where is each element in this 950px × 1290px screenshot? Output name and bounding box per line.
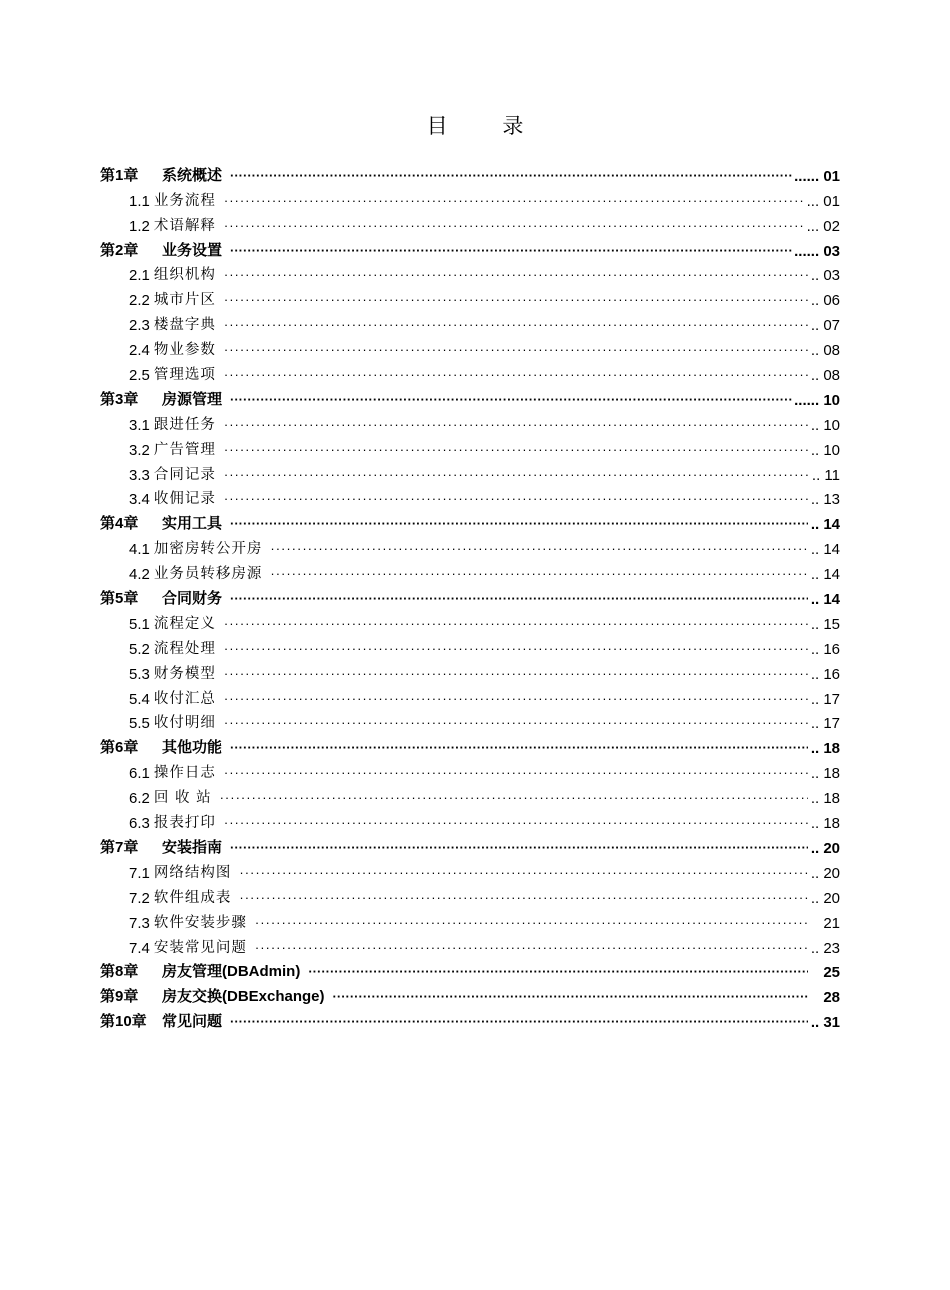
section-number: 1.2 xyxy=(129,217,150,235)
toc-section-entry[interactable] xyxy=(100,434,840,459)
page-number: .. 23 xyxy=(810,939,840,957)
toc-chapter-entry[interactable] xyxy=(100,832,840,857)
toc-section-entry[interactable] xyxy=(100,210,840,235)
toc-section-entry[interactable] xyxy=(100,608,840,633)
section-title: 收佣记录 xyxy=(153,491,216,508)
page-number: 28 xyxy=(823,989,840,1007)
section-number: 1.1 xyxy=(129,192,150,210)
section-title: 回 收 站 xyxy=(153,790,212,807)
toc-section-entry[interactable] xyxy=(100,683,840,708)
section-number: 5.3 xyxy=(129,665,150,683)
section-number: 3.4 xyxy=(129,491,150,509)
section-number: 3.2 xyxy=(129,441,150,459)
page-number: .. 08 xyxy=(810,367,840,385)
section-title: 软件安装步骤 xyxy=(153,914,247,931)
section-number: 7.1 xyxy=(129,864,150,882)
section-number: 5.5 xyxy=(129,715,150,733)
page-number: .. 10 xyxy=(810,441,840,459)
chapter-title: 系统概述 xyxy=(162,166,223,184)
toc-section-entry[interactable] xyxy=(100,658,840,683)
page-number: .. 14 xyxy=(810,516,840,534)
dot-leader xyxy=(224,642,808,655)
toc-chapter-entry[interactable] xyxy=(100,384,840,409)
toc-section-entry[interactable] xyxy=(100,807,840,832)
section-number: 4.2 xyxy=(129,566,150,584)
section-number: 7.2 xyxy=(129,889,150,907)
section-title: 业务流程 xyxy=(153,192,216,209)
toc-section-entry[interactable] xyxy=(100,558,840,583)
page-number: .. 14 xyxy=(810,541,840,559)
section-number: 2.3 xyxy=(129,317,150,335)
chapter-number: 第2章 xyxy=(100,241,139,259)
page-number: .. 07 xyxy=(810,317,840,335)
page-number: .. 13 xyxy=(810,491,840,509)
dot-leader xyxy=(220,791,808,804)
section-number: 7.4 xyxy=(129,939,150,957)
page-number: .. 16 xyxy=(810,665,840,683)
section-title: 收付汇总 xyxy=(153,690,216,707)
dot-leader xyxy=(333,990,808,1003)
dot-leader xyxy=(255,941,808,954)
chapter-number: 第8章 xyxy=(100,963,139,981)
dot-leader xyxy=(230,1015,808,1028)
chapter-number: 第5章 xyxy=(100,590,139,608)
toc-chapter-entry[interactable] xyxy=(100,235,840,260)
section-number: 2.4 xyxy=(129,342,150,360)
page-title: 目 录 xyxy=(426,114,548,138)
page-number: ... 02 xyxy=(806,217,840,235)
section-title: 广告管理 xyxy=(153,441,216,458)
page-number: ... 01 xyxy=(806,192,840,210)
section-title: 城市片区 xyxy=(153,292,216,309)
page-number: .. 17 xyxy=(810,690,840,708)
toc-section-entry[interactable] xyxy=(100,334,840,359)
section-title: 财务模型 xyxy=(153,665,216,682)
page-number: .. 18 xyxy=(810,765,840,783)
chapter-number: 第7章 xyxy=(100,838,139,856)
page-number: .. 18 xyxy=(810,815,840,833)
page-number: .. 20 xyxy=(810,839,840,857)
toc-section-entry[interactable] xyxy=(100,359,840,384)
dot-leader xyxy=(239,866,808,879)
dot-leader xyxy=(230,592,808,605)
dot-leader xyxy=(224,617,808,630)
dot-leader xyxy=(230,841,808,854)
page-number: ...... 03 xyxy=(794,242,840,260)
section-title: 合同记录 xyxy=(153,466,216,483)
dot-leader xyxy=(230,517,808,530)
section-number: 5.2 xyxy=(129,640,150,658)
table-of-contents xyxy=(100,160,840,1031)
toc-section-entry[interactable] xyxy=(100,782,840,807)
dot-leader xyxy=(308,965,808,978)
page-number: .. 14 xyxy=(810,591,840,609)
dot-leader xyxy=(224,368,808,381)
page-number: .. 17 xyxy=(810,715,840,733)
dot-leader xyxy=(224,194,805,207)
toc-section-entry[interactable] xyxy=(100,409,840,434)
dot-leader xyxy=(224,318,808,331)
toc-section-entry[interactable] xyxy=(100,459,840,484)
dot-leader xyxy=(230,393,792,406)
section-title: 跟进任务 xyxy=(153,416,216,433)
chapter-number: 第4章 xyxy=(100,515,139,533)
toc-section-entry[interactable] xyxy=(100,932,840,957)
section-number: 5.4 xyxy=(129,690,150,708)
chapter-number: 第6章 xyxy=(100,739,139,757)
section-number: 2.1 xyxy=(129,267,150,285)
section-title: 业务员转移房源 xyxy=(153,566,263,583)
toc-section-entry[interactable] xyxy=(100,260,840,285)
dot-leader xyxy=(224,418,808,431)
section-number: 7.3 xyxy=(129,914,150,932)
dot-leader xyxy=(270,567,808,580)
section-number: 6.2 xyxy=(129,790,150,808)
dot-leader xyxy=(230,169,792,182)
dot-leader xyxy=(224,268,808,281)
section-number: 5.1 xyxy=(129,615,150,633)
chapter-title: 实用工具 xyxy=(162,515,223,533)
page-number: ...... 01 xyxy=(794,167,840,185)
toc-chapter-entry[interactable] xyxy=(100,981,840,1006)
toc-section-entry[interactable] xyxy=(100,484,840,509)
section-number: 4.1 xyxy=(129,541,150,559)
toc-chapter-entry[interactable] xyxy=(100,160,840,185)
chapter-number: 第1章 xyxy=(100,166,139,184)
dot-leader xyxy=(224,468,808,481)
page-number: .. 20 xyxy=(810,889,840,907)
chapter-number: 第9章 xyxy=(100,988,139,1006)
toc-section-entry[interactable] xyxy=(100,907,840,932)
chapter-title: 业务设置 xyxy=(162,241,223,259)
dot-leader xyxy=(230,741,808,754)
toc-section-entry[interactable] xyxy=(100,708,840,733)
toc-chapter-entry[interactable] xyxy=(100,1006,840,1031)
page-number: ...... 10 xyxy=(794,391,840,409)
section-number: 6.1 xyxy=(129,765,150,783)
section-title: 楼盘字典 xyxy=(153,317,216,334)
toc-section-entry[interactable] xyxy=(100,857,840,882)
toc-section-entry[interactable] xyxy=(100,757,840,782)
dot-leader xyxy=(255,916,808,929)
dot-leader xyxy=(224,343,808,356)
dot-leader xyxy=(224,443,808,456)
page-number: .. 03 xyxy=(810,267,840,285)
toc-section-entry[interactable] xyxy=(100,309,840,334)
toc-chapter-entry[interactable] xyxy=(100,957,840,982)
section-title: 流程处理 xyxy=(153,640,216,657)
section-number: 2.5 xyxy=(129,367,150,385)
toc-chapter-entry[interactable] xyxy=(100,732,840,757)
toc-section-entry[interactable] xyxy=(100,633,840,658)
page-number: .. 18 xyxy=(810,740,840,758)
page-number: 21 xyxy=(823,914,840,932)
section-title: 收付明细 xyxy=(153,715,216,732)
dot-leader xyxy=(224,716,808,729)
section-title: 软件组成表 xyxy=(153,889,232,906)
dot-leader xyxy=(230,244,792,257)
page-number: .. 16 xyxy=(810,640,840,658)
section-number: 3.3 xyxy=(129,466,150,484)
dot-leader xyxy=(224,219,805,232)
section-number: 3.1 xyxy=(129,416,150,434)
page-number: .. 10 xyxy=(810,416,840,434)
toc-chapter-entry[interactable] xyxy=(100,508,840,533)
page-number: .. 08 xyxy=(810,342,840,360)
page-number: 25 xyxy=(823,964,840,982)
dot-leader xyxy=(224,692,808,705)
page-number: .. 06 xyxy=(810,292,840,310)
dot-leader xyxy=(224,816,808,829)
chapter-title: 常见问题 xyxy=(162,1013,223,1031)
chapter-title: 房友交换(DBExchange) xyxy=(162,988,325,1006)
section-title: 网络结构图 xyxy=(153,864,232,881)
toc-section-entry[interactable] xyxy=(100,882,840,907)
toc-section-entry[interactable] xyxy=(100,533,840,558)
section-title: 加密房转公开房 xyxy=(153,541,263,558)
section-title: 组织机构 xyxy=(153,267,216,284)
page-number: .. 31 xyxy=(810,1014,840,1032)
chapter-title: 房友管理(DBAdmin) xyxy=(162,963,301,981)
page-number: .. 11 xyxy=(811,466,840,484)
chapter-title: 其他功能 xyxy=(162,739,223,757)
chapter-number: 第10章 xyxy=(100,1013,147,1031)
page-number: .. 18 xyxy=(810,790,840,808)
page-number: .. 20 xyxy=(810,864,840,882)
dot-leader xyxy=(270,542,808,555)
chapter-title: 合同财务 xyxy=(162,590,223,608)
section-title: 术语解释 xyxy=(153,217,216,234)
toc-section-entry[interactable] xyxy=(100,185,840,210)
page-number: .. 15 xyxy=(810,615,840,633)
chapter-title: 房源管理 xyxy=(162,390,223,408)
page-number: .. 14 xyxy=(810,566,840,584)
section-title: 安装常见问题 xyxy=(153,939,247,956)
toc-chapter-entry[interactable] xyxy=(100,583,840,608)
section-title: 物业参数 xyxy=(153,342,216,359)
dot-leader xyxy=(239,891,808,904)
dot-leader xyxy=(224,492,808,505)
section-title: 管理选项 xyxy=(153,367,216,384)
section-number: 6.3 xyxy=(129,815,150,833)
section-number: 2.2 xyxy=(129,292,150,310)
dot-leader xyxy=(224,293,808,306)
section-title: 流程定义 xyxy=(153,615,216,632)
dot-leader xyxy=(224,667,808,680)
section-title: 操作日志 xyxy=(153,765,216,782)
dot-leader xyxy=(224,766,808,779)
chapter-title: 安装指南 xyxy=(162,838,223,856)
section-title: 报表打印 xyxy=(153,815,216,832)
toc-section-entry[interactable] xyxy=(100,284,840,309)
chapter-number: 第3章 xyxy=(100,390,139,408)
